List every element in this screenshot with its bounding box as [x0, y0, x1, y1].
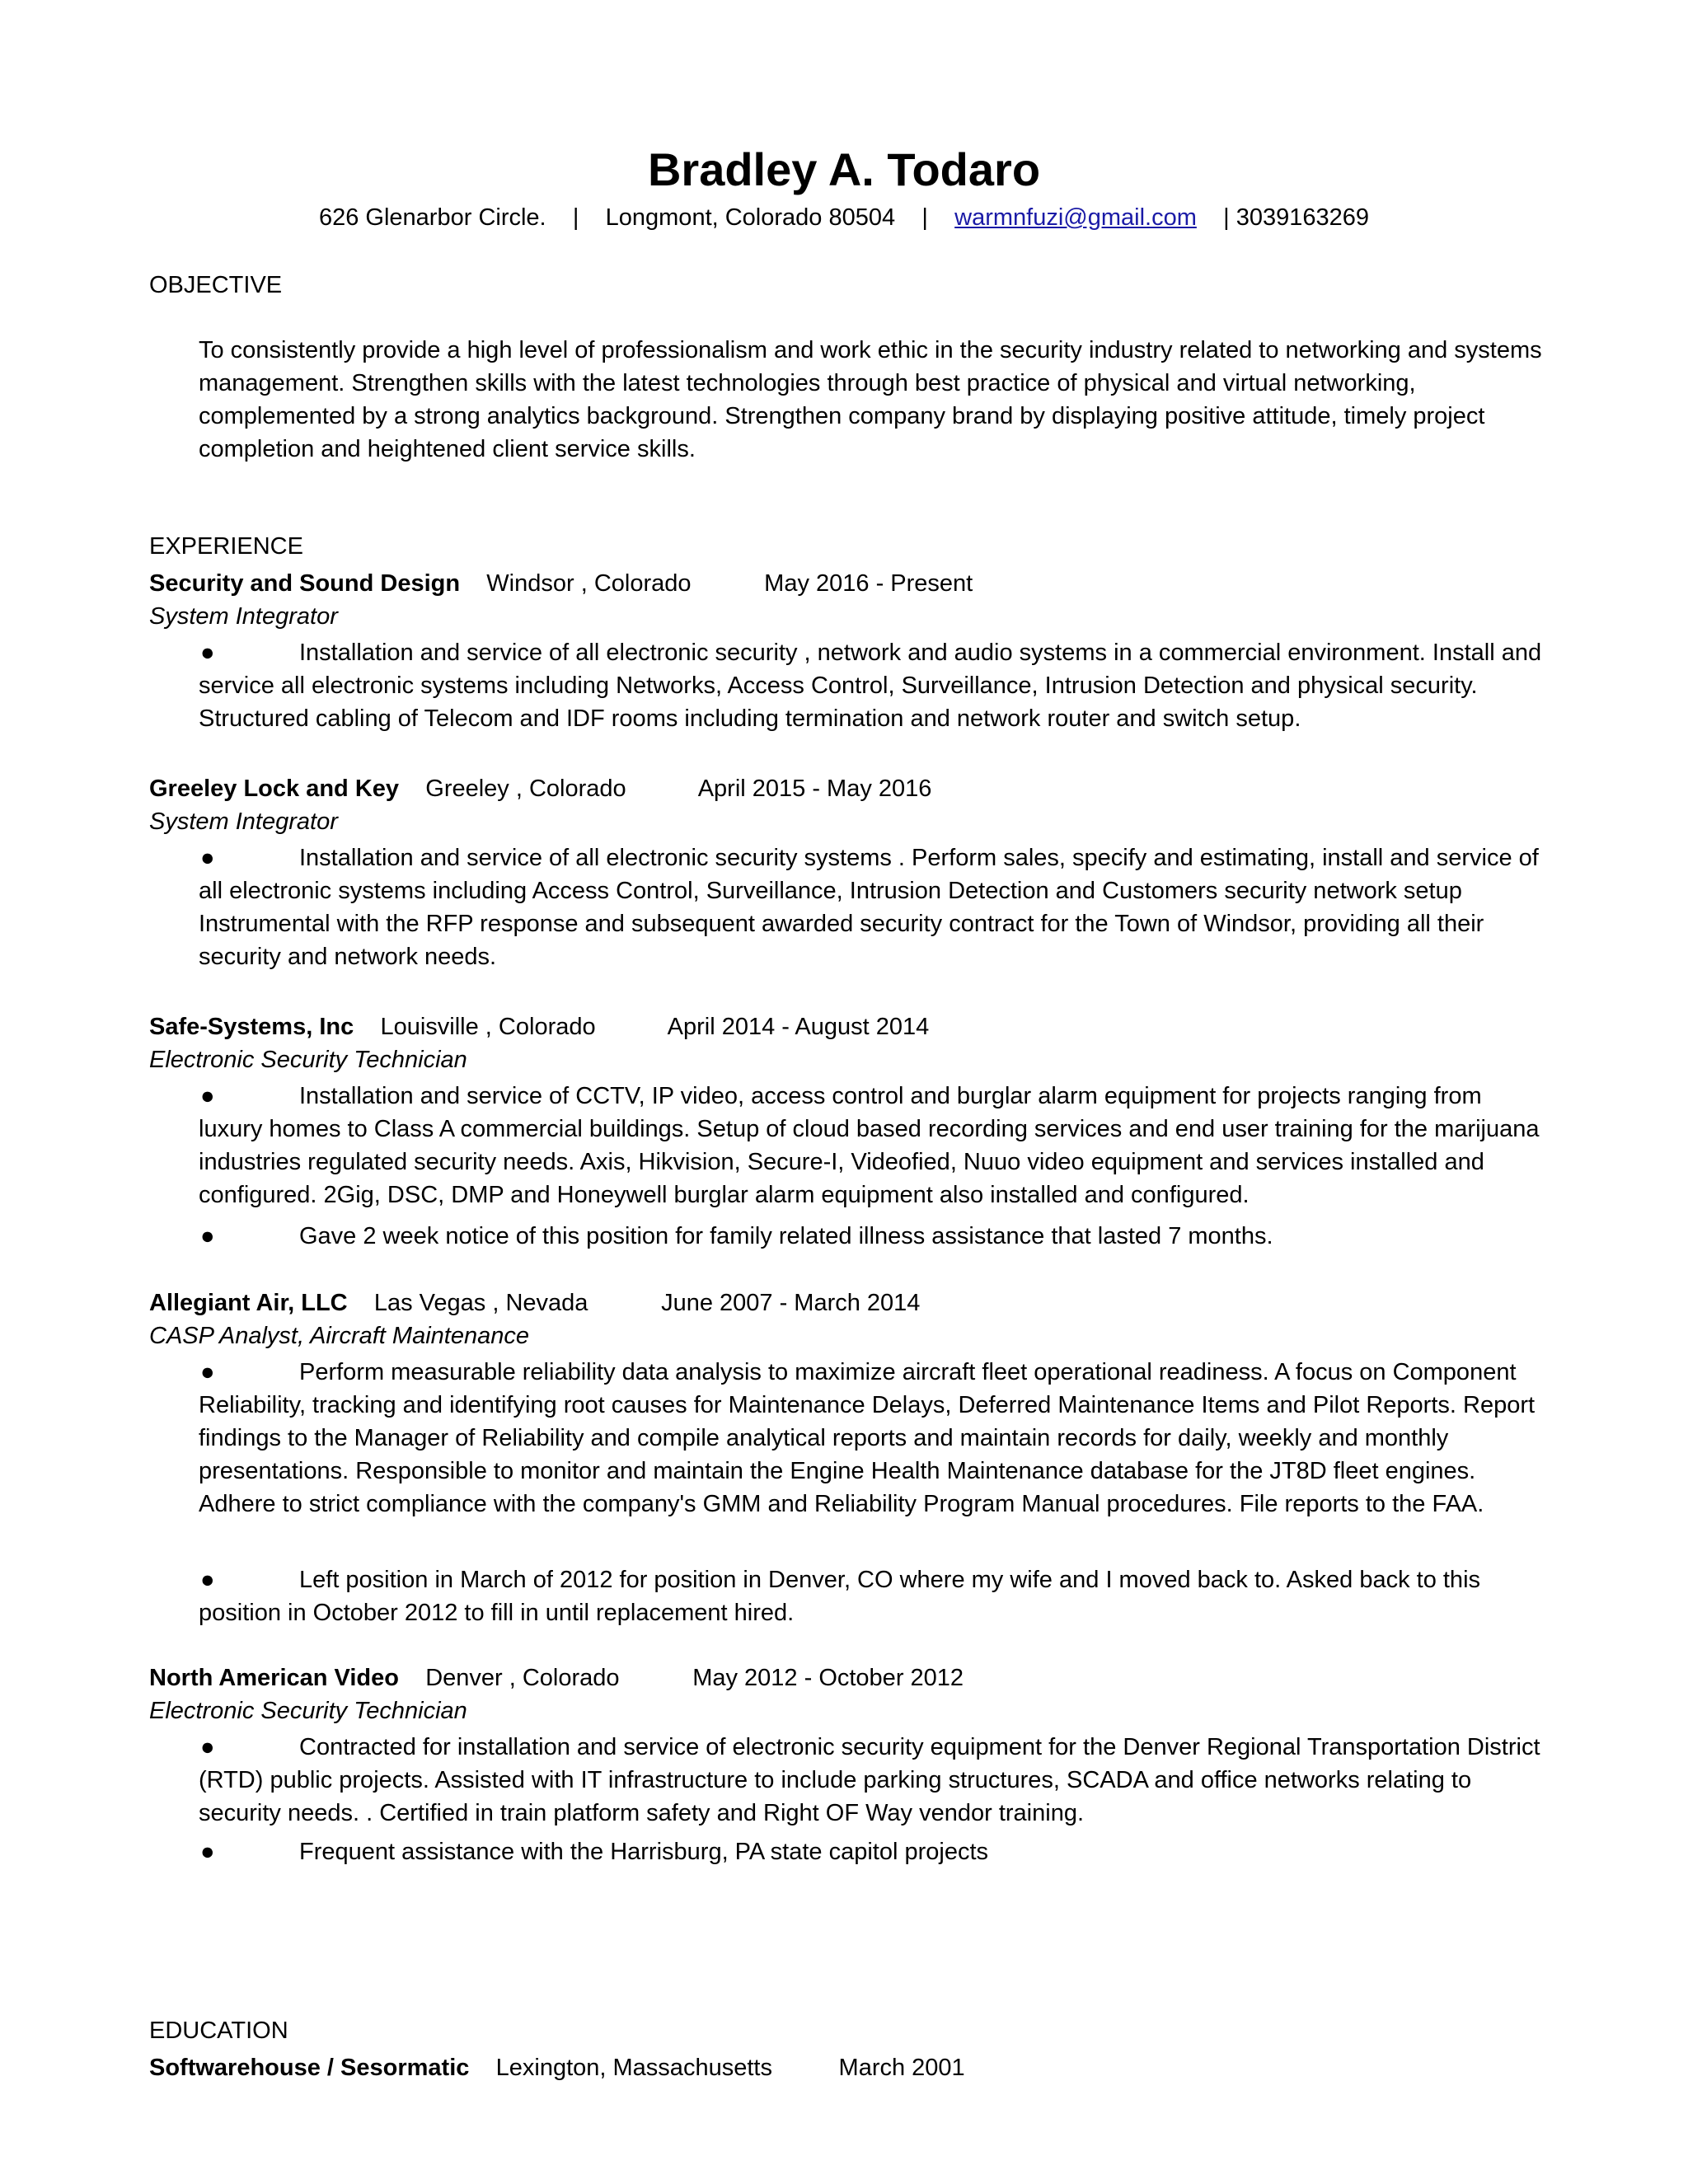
job-bullet	[199, 1356, 1550, 1521]
job-dates: April 2014 - August 2014	[667, 1014, 930, 1040]
bullet-glyph: ●	[200, 1734, 215, 1760]
job-location: Louisville , Colorado	[380, 1014, 596, 1040]
objective-text: To consistently provide a high level of professionalism and work ethic in the security industry related to networking and systems management. Strengthen skills with the latest technologies through best practice of physical and virtual networking, complemented by a strong analytics background. Strengthen company brand by displaying positive attitude, timely project completion and heightened client service skills.	[199, 337, 1542, 462]
separator: |	[1223, 204, 1230, 231]
bullet-text: Installation and service of CCTV, IP video, access control and burglar alarm equipment for projects ranging from luxury homes to Class A commercial buildings. Setup of cloud based recording services and end user training for the marijuana industries regulated security needs. Axis, Hikvision, Secure-I, Videofied, Nuuo video equipment and services installed and configured. 2Gig, DSC, DMP and Honeywell burglar alarm equipment also installed and configured.	[199, 1083, 1540, 1208]
job-title: System Integrator	[149, 603, 338, 630]
job-bullet	[199, 1080, 1550, 1212]
bullet-glyph: ●	[200, 1083, 215, 1109]
job-title: Electronic Security Technician	[149, 1047, 467, 1073]
separator: |	[572, 204, 579, 231]
job-header	[149, 567, 973, 600]
separator: |	[921, 204, 928, 231]
job-dates: May 2016 - Present	[764, 570, 973, 597]
job-title: Electronic Security Technician	[149, 1698, 467, 1724]
job-location: Las Vegas , Nevada	[373, 1290, 588, 1316]
bullet-text: Installation and service of all electronic security systems . Perform sales, specify and estimating, install and service of all electronic systems including Access Control, Surveillance, Intrusion Detection and Customers security network setup Instrumental with the RFP response and subsequent awarded security contract for the Town of Windsor, providing all their security and network needs.	[199, 845, 1539, 970]
job-bullet	[199, 1835, 1550, 1868]
job-bullet	[199, 1563, 1550, 1629]
job-location: Windsor , Colorado	[486, 570, 692, 597]
job-title: System Integrator	[149, 808, 338, 835]
job-title: CASP Analyst, Aircraft Maintenance	[149, 1323, 529, 1349]
job-header	[149, 1661, 964, 1694]
bullet-glyph: ●	[200, 1839, 215, 1865]
address: 626 Glenarbor Circle.	[318, 204, 546, 231]
company-name: Safe-Systems, Inc	[149, 1014, 354, 1040]
job-header	[149, 1010, 929, 1043]
company-name: Greeley Lock and Key	[149, 776, 400, 802]
company-name: North American Video	[149, 1665, 399, 1691]
job-bullet	[199, 1731, 1550, 1830]
bullet-text: Installation and service of all electronic security , network and audio systems in a commercial environment. Install and service all electronic systems including Networks, Access Control, Surveillance, Intrusion Detection and physical security. Structured cabling of Telecom and IDF rooms including termination and network router and switch setup.	[199, 640, 1542, 732]
bullet-text: Left position in March of 2012 for position in Denver, CO where my wife and I moved back to. Asked back to this position in October 2012 to fill in until replacement hired.	[199, 1567, 1481, 1626]
applicant-name: Bradley A. Todaro	[647, 143, 1041, 195]
contact-line	[0, 201, 1688, 234]
job-location: Greeley , Colorado	[425, 776, 626, 802]
job-dates: June 2007 - March 2014	[661, 1290, 921, 1316]
job-header	[149, 1286, 920, 1319]
education-heading: EDUCATION	[149, 2018, 288, 2044]
bullet-glyph: ●	[200, 640, 215, 666]
bullet-glyph: ●	[200, 1359, 215, 1385]
bullet-text: Frequent assistance with the Harrisburg, PA state capitol projects	[299, 1839, 989, 1865]
bullet-text: Contracted for installation and service of electronic security equipment for the Denver Regional Transportation District (RTD) public projects. Assisted with IT infrastructure to include parking structures, SCADA and office networks relating to security needs. . Certified in train platform safety and Right OF Way vendor training.	[199, 1734, 1540, 1826]
job-bullet	[199, 1220, 1550, 1253]
bullet-glyph: ●	[200, 845, 215, 871]
job-bullet	[199, 636, 1550, 735]
objective-heading: OBJECTIVE	[149, 272, 283, 298]
education-date: March 2001	[838, 2055, 965, 2081]
bullet-glyph: ●	[200, 1567, 215, 1593]
bullet-text: Perform measurable reliability data analysis to maximize aircraft fleet operational readiness. A focus on Component Reliability, tracking and identifying root causes for Maintenance Delays, Deferred Maintenance Items and Pilot Reports. Report findings to the Manager of Reliability and compile analytical reports and maintain records for daily, weekly and monthly presentations. Responsible to monitor and maintain the Engine Health Maintenance database for the JT8D fleet engines. Adhere to strict compliance with the company's GMM and Reliability Program Manual procedures. File reports to the FAA.	[199, 1359, 1536, 1517]
job-dates: April 2015 - May 2016	[697, 776, 932, 802]
job-header	[149, 772, 931, 805]
city-state-zip: Longmont, Colorado 80504	[605, 204, 896, 231]
job-bullet	[199, 841, 1550, 973]
company-name: Security and Sound Design	[149, 570, 461, 597]
experience-heading: EXPERIENCE	[149, 533, 303, 560]
email-link[interactable]: warmnfuzi@gmail.com	[954, 204, 1197, 231]
job-location: Denver , Colorado	[425, 1665, 620, 1691]
school-location: Lexington, Massachusetts	[495, 2055, 772, 2081]
company-name: Allegiant Air, LLC	[149, 1290, 348, 1316]
job-dates: May 2012 - October 2012	[692, 1665, 964, 1691]
bullet-glyph: ●	[200, 1223, 215, 1249]
school-name: Softwarehouse / Sesormatic	[149, 2055, 470, 2081]
education-entry	[149, 2051, 965, 2084]
phone: 3039163269	[1236, 204, 1370, 231]
bullet-text: Gave 2 week notice of this position for family related illness assistance that lasted 7 months.	[299, 1223, 1273, 1249]
